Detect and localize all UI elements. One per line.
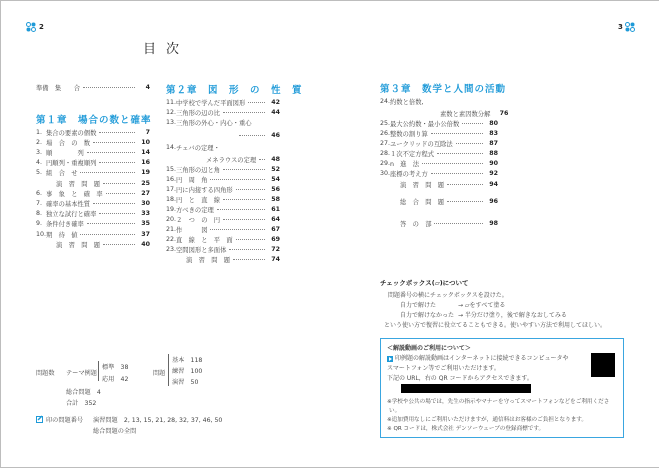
toc-row[interactable] [166,254,280,264]
toc-row[interactable] [36,198,150,208]
applied-count: 応用 42 [102,376,129,383]
leader-dots [223,169,265,170]
toc-row[interactable] [380,128,498,138]
toc-label: 総 合 問 題 [400,198,445,206]
leader-dots [217,209,265,210]
chapter1-heading: 第１章 場合の数と確率 [36,115,152,126]
toc-label: 約数と倍数, [390,98,424,106]
leader-dots [210,229,265,230]
toc-number: 1. [36,128,43,136]
toc-row[interactable] [380,148,498,158]
video-box-note: ※学校や公共の場では，先生の指示やマナーを守ってスマートフォンなどをご利用くださ [387,399,610,405]
toc-page: 7 [145,128,150,136]
toc-row[interactable] [36,178,150,188]
toc-number: 18. [166,195,177,203]
toc-page: 44 [271,108,280,116]
toc-page: 67 [271,225,280,233]
stats-label: 問題数 [36,370,55,377]
video-box-note: い。 [389,408,401,414]
toc-row[interactable] [166,224,280,234]
toc-page: 42 [271,98,280,106]
toc-label: 整数の割り算 [390,130,428,138]
toc-label: 素数と素因数分解 [440,110,491,118]
video-info-box [380,338,624,438]
problems-label: 問題 [153,370,166,377]
toc-page: 98 [489,219,498,227]
leader-dots [80,234,135,235]
toc-number: 30. [380,169,391,177]
checkbox-note-line: → ▱をすべて塗る [458,302,506,309]
standard-count: 標準 38 [102,364,129,371]
toc-row[interactable] [36,219,150,229]
toc-row[interactable] [166,194,280,204]
toc-label: 確率の基本性質 [46,200,91,208]
toc-label: 独立な試行と確率 [46,211,97,219]
page-number-left: 2 [39,23,44,31]
toc-row[interactable] [380,118,498,128]
toc-number: 28. [380,149,391,157]
toc-row[interactable] [166,244,280,254]
toc-label: 作 図 [176,226,208,234]
section-logo-icon [26,22,36,32]
leader-dots [437,153,483,154]
checkbox-note-line: 問題番号の横にチェックボックスを設けた。 [388,292,508,299]
toc-page: 69 [271,235,280,243]
toc-number: 7. [36,199,43,207]
toc-label: 円 周 角 [176,176,208,184]
bracket [98,361,99,381]
leader-dots [236,239,265,240]
toc-row[interactable] [380,108,509,118]
toc-label: 事 象 と 確 率 [46,190,103,198]
toc-number: 3. [36,148,43,156]
toc-row[interactable] [166,130,280,140]
toc-label: 演 習 問 題 [400,181,445,189]
toc-label: 演 習 問 題 [56,241,101,249]
leader-dots [431,133,483,134]
toc-page: 83 [489,129,498,137]
leader-dots [422,163,483,164]
toc-page: 96 [489,197,498,205]
checkbox-note-title: チェックボックス(▱)について [380,279,469,287]
marked-list-2: 総合問題の全問 [93,428,137,435]
toc-row[interactable] [166,204,280,214]
toc-row[interactable] [380,138,498,148]
toc-row[interactable] [166,174,280,184]
leader-dots [456,143,483,144]
leader-dots [223,112,265,113]
leader-dots [239,135,265,136]
toc-page: 56 [271,185,280,193]
toc-label: 円順列・重複順列 [46,160,97,168]
toc-row[interactable] [36,209,150,219]
toc-number: 5. [36,169,43,177]
page-number-right: 3 [618,23,623,31]
toc-number: 25. [380,119,391,127]
toc-label: １次不定方程式 [390,150,435,158]
toc-number: 2. [36,138,43,146]
toc-page: 92 [489,169,498,177]
toc-label: 最大公約数・最小公倍数 [390,120,460,128]
toc-label: 三角形の辺と角 [176,166,221,174]
toc-row[interactable] [36,168,150,178]
video-play-icon [387,356,393,362]
video-box-line: 下記の URL，右の QR コードからアクセスできます。 [387,375,533,382]
toc-label: 座標の考え方 [390,170,428,178]
toc-number: 26. [380,129,391,137]
toc-row[interactable] [166,97,280,107]
toc-row[interactable] [380,96,498,106]
toc-number: 29. [380,159,391,167]
leader-dots [248,102,265,103]
toc-page: 46 [271,131,280,139]
leader-dots [447,184,483,185]
video-box-title: ＜解説動画のご利用について＞ [387,345,471,352]
toc-label: 直 線 と 平 面 [176,236,233,244]
practice-count: 練習 100 [172,368,203,375]
exercise-count: 演習 50 [172,379,199,386]
leader-dots [99,162,135,163]
qr-code-redacted[interactable] [591,353,615,377]
toc-page: 61 [271,205,280,213]
toc-row[interactable] [380,196,498,206]
toc-number: 6. [36,189,43,197]
leader-dots [229,249,265,250]
toc-label: チェバの定理・ [176,144,220,152]
toc-label: 円に内接する四角形 [176,186,233,194]
toc-row[interactable] [166,142,280,152]
chapter3-heading: 第３章 数学と人間の活動 [380,84,507,95]
toc-row[interactable] [166,214,280,224]
toc-label: 準備 集 合 [36,84,81,92]
toc-row[interactable] [36,239,150,249]
toc-row[interactable] [166,164,280,174]
toc-number: 14. [166,143,177,151]
leader-dots [233,259,265,260]
leader-dots [236,189,265,190]
toc-page: 58 [271,195,280,203]
toc-number: 17. [166,185,177,193]
toc-label: n 進 法 [390,160,420,168]
marked-list: 演習問題 2, 13, 15, 21, 28, 32, 37, 46, 50 [93,417,223,424]
toc-label: ユークリッドの互除法 [390,140,453,148]
toc-number: 19. [166,205,177,213]
toc-row[interactable] [36,229,150,239]
toc-number: 22. [166,235,177,243]
toc-label: 三角形の外心・内心・重心 [176,119,252,127]
toc-row[interactable] [166,184,280,194]
toc-row[interactable] [380,158,498,168]
toc-number: 13. [166,118,177,126]
toc-page: 30 [141,199,150,207]
toc-label: メネラウスの定理 [206,156,257,164]
toc-page: 74 [271,255,280,263]
toc-number: 21. [166,225,177,233]
toc-label: 中学校で学んだ平面図形 [176,99,246,107]
toc-page: 48 [271,155,280,163]
leader-dots [431,173,483,174]
toc-label: 演 習 問 題 [186,256,231,264]
toc-label: 答 の 部 [400,220,432,228]
page-title: 目次 [143,42,190,57]
leader-dots [87,152,135,153]
leader-dots [83,87,135,88]
leader-dots [103,183,135,184]
leader-dots [99,132,135,133]
toc-label: 三角形の辺の比 [176,109,221,117]
toc-page: 72 [271,245,280,253]
checkbox-note-line: という使い方で復習に役立てることもできる。使いやすい方法で利用してほしい。 [384,322,607,329]
marked-label: 印の問題番号 [46,417,84,424]
leader-dots [447,201,483,202]
toc-page: 90 [489,159,498,167]
toc-label: 演 習 問 題 [56,180,101,188]
toc-page: 52 [271,165,280,173]
video-box-note: ※ QR コードは，株式会社 デンソーウェーブの登録商標です。 [387,426,545,432]
toc-page: 4 [145,83,150,91]
video-box-note: ※追加費用なしにご利用いただけますが，通信料はお客様のご負担となります。 [387,417,588,423]
toc-page: 35 [141,220,150,228]
toc-page: 54 [271,175,280,183]
toc-label: ２ つ の 円 [176,216,221,224]
toc-label: 順 列 [46,149,84,157]
leader-dots [87,223,135,224]
toc-number: 11. [166,98,177,106]
toc-number: 27. [380,139,391,147]
toc-page: 64 [271,215,280,223]
basic-count: 基本 118 [172,357,203,364]
toc-label: 場 合 の 数 [46,139,91,147]
toc-page: 37 [141,230,150,238]
toc-page: 16 [141,159,150,167]
toc-number: 8. [36,210,43,218]
toc-page: 94 [489,180,498,188]
toc-label: 期 待 値 [46,231,78,239]
toc-page: 27 [141,189,150,197]
toc-page: 25 [141,179,150,187]
video-box-line: 印例題の解説動画はインターネットに接続できるコンピュータや [395,355,569,362]
toc-number: 23. [166,245,177,253]
url-redacted[interactable] [401,384,531,393]
toc-label: 空間図形と多面体 [176,246,227,254]
toc-label: 集合の要素の個数 [46,129,97,137]
toc-label: 円 と 直 線 [176,196,221,204]
video-box-line: スマートフォン等でご利用いただけます。 [387,365,500,372]
leader-dots [223,199,265,200]
leader-dots [80,172,135,173]
toc-page: 80 [489,119,498,127]
section-logo-icon [625,22,635,32]
checkbox-note-line: 自力で解けた [400,302,437,309]
leader-dots [434,223,483,224]
checkbox-note-line: → 半分だけ塗り，後で解きなおしてみる [458,312,567,319]
toc-row[interactable] [380,218,498,228]
total-count: 合計 352 [66,400,97,407]
toc-row[interactable] [166,117,280,127]
leader-dots [462,123,483,124]
toc-page: 87 [489,139,498,147]
toc-row[interactable] [166,154,280,164]
toc-page: 14 [141,148,150,156]
leader-dots [103,244,135,245]
toc-label: 条件付き確率 [46,221,84,229]
toc-number: 16. [166,175,177,183]
toc-row[interactable] [166,234,280,244]
checkbox-note-line: 自力で解けなかった [400,312,455,319]
toc-row[interactable] [166,107,280,117]
toc-number: 24. [380,97,391,105]
toc-page: 76 [499,109,509,117]
toc-page: 10 [141,138,150,146]
toc-row[interactable] [36,127,150,137]
toc-number: 9. [36,220,43,228]
leader-dots [223,219,265,220]
comprehensive-count: 総合問題 4 [66,389,101,396]
toc-number: 20. [166,215,177,223]
toc-page: 33 [141,210,150,218]
theme-examples-label: テーマ例題 [66,370,97,377]
check-mark-icon [36,415,44,423]
toc-row[interactable] [380,168,498,178]
toc-row[interactable] [380,179,498,189]
toc-row[interactable] [36,147,150,157]
toc-number: 12. [166,108,177,116]
toc-label: 方べきの定理 [176,206,214,214]
bracket [168,354,169,386]
toc-row[interactable] [36,158,150,168]
toc-number: 4. [36,159,43,167]
leader-dots [259,159,265,160]
leader-dots [210,179,265,180]
toc-row-intro[interactable] [36,82,150,92]
toc-page: 88 [489,149,498,157]
leader-dots [93,203,135,204]
toc-row[interactable] [36,188,150,198]
toc-row[interactable] [36,137,150,147]
chapter2-heading: 第２章 図 形 の 性 質 [166,85,303,96]
toc-page: 19 [141,169,150,177]
toc-number: 15. [166,165,177,173]
leader-dots [106,193,135,194]
leader-dots [93,142,135,143]
toc-number: 10. [36,230,47,238]
toc-label: 組 合 せ [46,170,78,178]
leader-dots [99,213,135,214]
toc-page: 40 [141,240,150,248]
